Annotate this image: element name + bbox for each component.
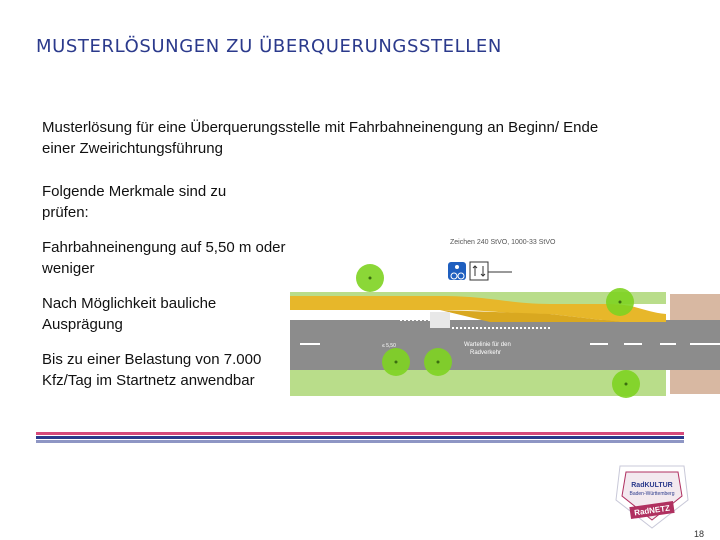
feature-item: Fahrbahneinengung auf 5,50 m oder weniger xyxy=(42,239,286,277)
page-number: 18 xyxy=(694,529,705,539)
slide-title: MUSTERLÖSUNGEN ZU ÜBERQUERUNGSSTELLEN xyxy=(36,36,502,57)
tree-icon xyxy=(382,348,410,376)
radnetz-logo xyxy=(612,460,692,532)
tree-icon xyxy=(424,348,452,376)
traffic-island xyxy=(430,312,450,328)
width-label: ≤ 5,50 xyxy=(382,343,396,349)
tree-icon xyxy=(356,264,384,292)
features-heading: Folgende Merkmale sind zu prüfen: xyxy=(42,183,227,221)
crossing-diagram xyxy=(290,232,720,402)
logo-line-1: RadKULTUR xyxy=(631,482,673,489)
tree-icon xyxy=(612,370,640,398)
sign-label: Zeichen 240 StVO, 1000-33 StVO xyxy=(450,239,556,246)
feature-item: Bis zu einer Belastung von 7.000 Kfz/Tag im Startnetz anwendbar xyxy=(42,351,262,389)
divider-stripes xyxy=(36,432,684,444)
wait-line-label: Wartelinie für den xyxy=(464,342,511,348)
logo-line-2: Baden-Württemberg xyxy=(629,491,675,497)
tree-icon xyxy=(606,288,634,316)
wait-line-label: Radverkehr xyxy=(470,350,502,356)
logo-line-3: RadNETZ xyxy=(633,503,671,518)
feature-item: Nach Möglichkeit bauliche Ausprägung xyxy=(42,295,217,333)
verge-bottom xyxy=(290,370,666,396)
bicycle-sign-icon xyxy=(448,262,466,280)
two-way-bike-sign-icon xyxy=(470,262,488,280)
intro-text: Musterlösung für eine Überquerungsstelle mit Fahrbahneinengung an Beginn/ Ende einer Zweirichtungsführung xyxy=(42,119,599,157)
